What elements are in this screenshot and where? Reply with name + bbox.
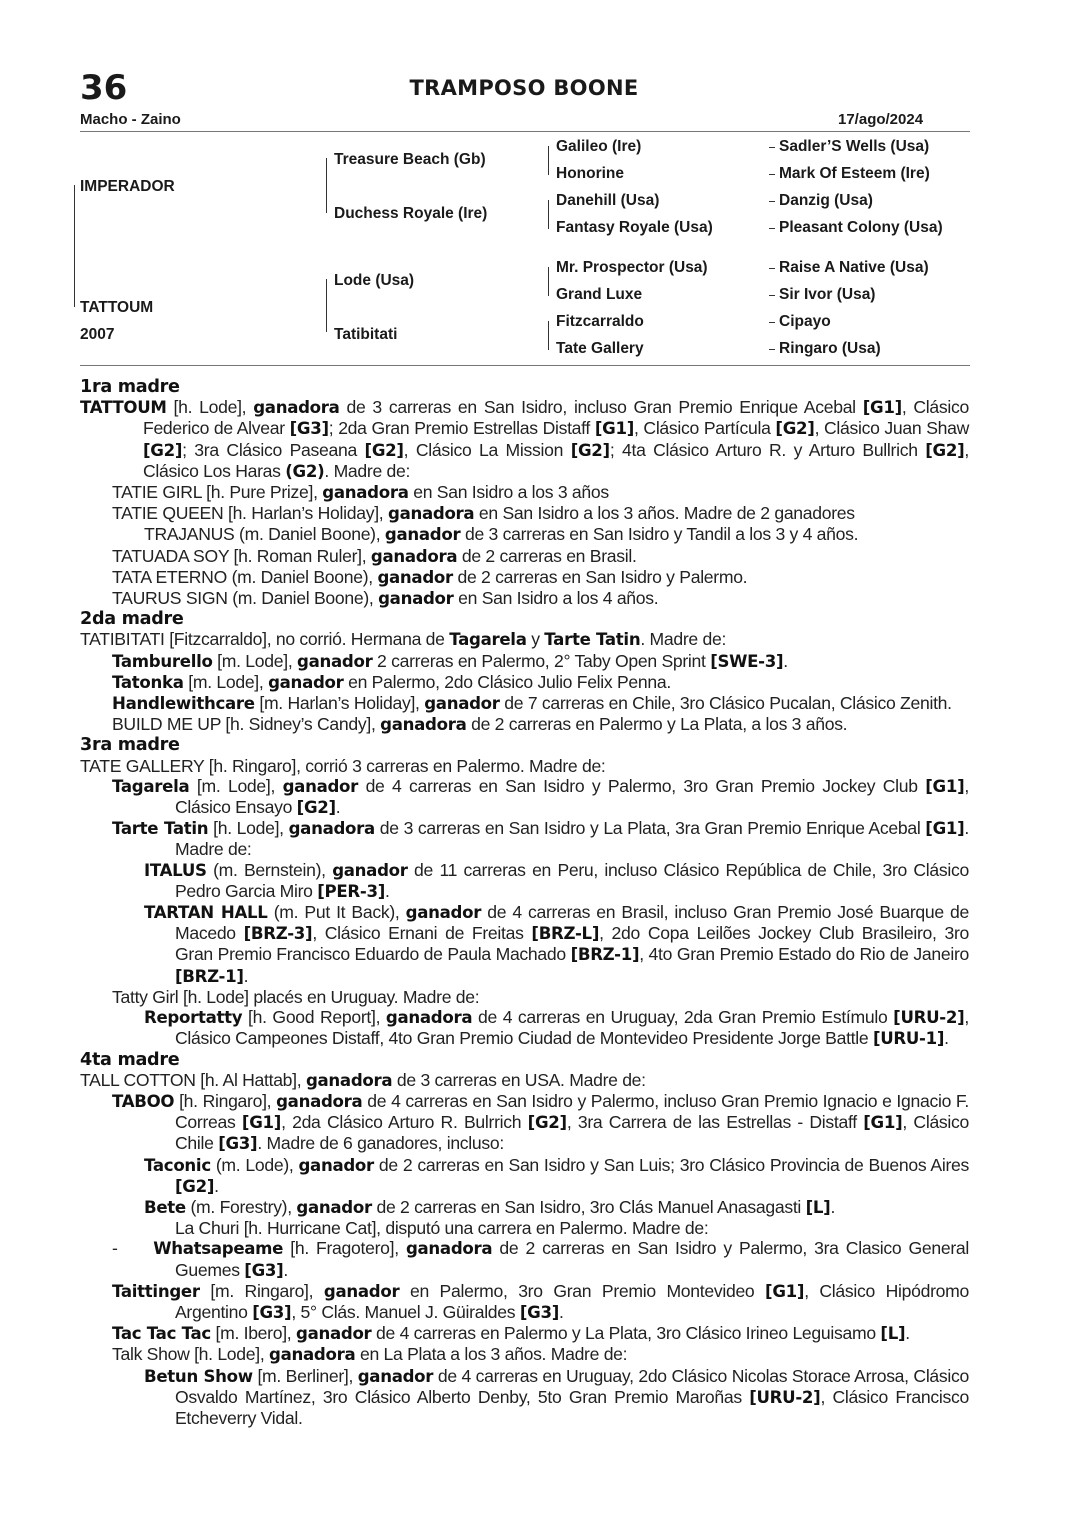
produce-entry xyxy=(80,1323,969,1344)
section-heading: 1ra madre xyxy=(80,377,180,397)
g3-fitzcarraldo: Fitzcarraldo xyxy=(556,313,644,330)
bold-text: [L] xyxy=(805,1197,831,1217)
bold-text: [G1] xyxy=(925,776,965,796)
entry-text: , 3ra Carrera de las Estrellas - Distaff xyxy=(566,1112,864,1133)
bold-text: [PER-3] xyxy=(317,881,386,901)
entry-text: [h. Lode], xyxy=(166,397,254,418)
entry-text: de 4 carreras en Uruguay, 2da Gran Premio Estímulo xyxy=(472,1007,894,1028)
entry-text: BUILD ME UP [h. Sidney’s Candy], xyxy=(112,714,381,735)
bold-text: [G3] xyxy=(289,419,329,439)
dam-year: 2007 xyxy=(80,326,115,343)
entry-text: TRAJANUS (m. Daniel Boone), xyxy=(144,524,385,545)
entry-text: TATIBITATI [Fitzcarraldo], no corrió. Hermana de xyxy=(80,629,450,650)
bold-text: Tarte Tatin xyxy=(112,819,209,839)
entry-text: de 4 carreras en Brasil, incluso Gran Premio José Buarque de Macedo xyxy=(175,902,969,944)
produce-entry xyxy=(80,693,969,714)
g2-treasure-beach: Treasure Beach (Gb) xyxy=(334,151,486,168)
entry-text: en Palermo, 2do Clásico Julio Felix Penna. xyxy=(343,671,671,692)
g3-bracket-3 xyxy=(548,267,549,296)
entry-text: [h. Ringaro], xyxy=(174,1090,277,1111)
entry-text: TALL COTTON [h. Al Hattab], xyxy=(80,1069,306,1090)
entry-text: TATIE GIRL [h. Pure Prize], xyxy=(112,482,323,503)
bold-text: ganador xyxy=(405,903,482,923)
produce-entry xyxy=(80,1091,969,1155)
bold-text: [G3] xyxy=(244,1260,284,1280)
bold-text: TABOO xyxy=(112,1091,175,1111)
bold-text: ganadora xyxy=(276,1091,363,1111)
g3-mr-prospector: Mr. Prospector (Usa) xyxy=(556,259,708,276)
bold-text: Tac Tac Tac xyxy=(112,1324,211,1344)
entry-text: 2 carreras en Palermo, 2° Taby Open Sprint xyxy=(372,650,711,671)
bottom-rule xyxy=(80,365,970,366)
g2-tatibitati: Tatibitati xyxy=(334,326,398,343)
entry-text: (m. Bernstein), xyxy=(206,859,333,880)
produce-entry xyxy=(80,987,969,1007)
produce-entry xyxy=(80,567,969,588)
entry-text: - xyxy=(112,1238,154,1259)
dam-entry xyxy=(80,756,969,776)
g4-dash xyxy=(769,349,775,350)
g4-cipayo: Cipayo xyxy=(779,313,831,330)
bold-text: Tagarela xyxy=(449,630,527,650)
g2-duchess-royale: Duchess Royale (Ire) xyxy=(334,205,488,222)
entry-text: de 2 carreras en San Isidro y Palermo, 3ra Clasico General Guemes xyxy=(175,1238,970,1280)
entry-text: . xyxy=(335,797,341,818)
g3-bracket-4 xyxy=(548,321,549,350)
entry-text: de 3 carreras en San Isidro y La Plata, 3ra Gran Premio Enrique Acebal xyxy=(374,818,926,839)
entry-text: [h. Lode], xyxy=(208,818,289,839)
bold-text: [BRZ-L] xyxy=(531,924,600,944)
bold-text: Reportatty xyxy=(144,1008,243,1028)
bold-text: [G2] xyxy=(143,440,183,460)
entry-text: . xyxy=(385,880,390,901)
produce-entry xyxy=(80,714,969,735)
entry-text: [m. Lode], xyxy=(183,671,269,692)
bold-text: Tatonka xyxy=(112,672,184,692)
bold-text: [G1] xyxy=(594,419,634,439)
produce-entry xyxy=(80,776,969,818)
bold-text: Tamburello xyxy=(112,651,213,671)
bold-text: Tagarela xyxy=(112,776,190,796)
sire: IMPERADOR xyxy=(80,178,175,195)
entry-text: , Clásico Los Haras xyxy=(143,439,969,481)
bold-text: [BRZ-1] xyxy=(175,966,244,986)
dam: TATTOUM xyxy=(80,299,154,316)
entry-text: , Clásico Federico de Alvear xyxy=(143,397,969,439)
g4-mark-of-esteem: Mark Of Esteem (Ire) xyxy=(779,165,930,182)
entry-text: La Churi [h. Hurricane Cat], disputó una carrera en Palermo. Madre de: xyxy=(175,1218,709,1239)
entry-text: de 3 carreras en San Isidro y Tandil a los 3 y 4 años. xyxy=(460,524,859,545)
entry-text: y xyxy=(526,629,545,650)
bold-text: ganadora xyxy=(380,715,467,735)
bold-text: [G2] xyxy=(296,798,336,818)
g3-grand-luxe: Grand Luxe xyxy=(556,286,643,303)
entry-text: , Clásico Hipódromo Argentino xyxy=(175,1280,969,1322)
entry-text: (m. Put It Back), xyxy=(267,902,406,923)
entry-text: ; 3ra Clásico Paseana xyxy=(182,439,365,460)
bold-text: [G1] xyxy=(925,819,965,839)
produce-entry xyxy=(80,546,969,567)
horse-name: TRAMPOSO BOONE xyxy=(409,76,639,100)
produce-entry xyxy=(80,818,969,859)
entry-text: , 2do Copa Leilões Jockey Club Brasileiro, 3ro Gran Premio Francisco Eduardo de Paula Machado xyxy=(175,923,969,965)
g2-bracket-4 xyxy=(326,305,327,332)
produce-entry xyxy=(80,902,969,987)
entry-text: , 2da Clásico Arturo R. Bulrrich xyxy=(281,1112,528,1133)
bold-text: ganador xyxy=(282,776,359,796)
bold-text: ganadora xyxy=(288,819,375,839)
entry-text: de 3 carreras en San Isidro, incluso Gran Premio Enrique Acebal xyxy=(339,397,863,418)
entry-text: . xyxy=(783,650,788,671)
section-heading: 4ta madre xyxy=(80,1049,180,1070)
entry-text: TATE GALLERY [h. Ringaro], corrió 3 carreras en Palermo. Madre de: xyxy=(80,755,606,776)
entry-text: Tatty Girl [h. Lode] placés en Uruguay. Madre de: xyxy=(112,986,480,1007)
bold-text: Taittinger xyxy=(112,1281,200,1301)
bold-text: [G3] xyxy=(218,1134,258,1154)
bold-text: ganador xyxy=(377,567,453,587)
g3-bracket-2 xyxy=(548,200,549,229)
bold-text: [G1] xyxy=(765,1281,805,1301)
entry-text: , Clásico Juan Shaw xyxy=(814,418,970,439)
entry-text: de 2 carreras en San Isidro y Palermo. xyxy=(452,566,748,587)
produce-entry xyxy=(80,860,969,902)
g2-lode: Lode (Usa) xyxy=(334,272,415,289)
g4-raise-a-native: Raise A Native (Usa) xyxy=(779,259,929,276)
bold-text: [G2] xyxy=(570,440,610,460)
entry-text: . xyxy=(905,1323,910,1344)
g4-dash xyxy=(769,201,775,202)
produce-entry xyxy=(80,1281,969,1323)
entry-text: [h. Fragotero], xyxy=(283,1238,406,1259)
entry-text: [m. Ringaro], xyxy=(199,1280,324,1301)
entry-text: en San Isidro a los 3 años. Madre de 2 ganadores xyxy=(474,503,855,524)
section-heading: 2da madre xyxy=(80,609,184,630)
produce-entry xyxy=(80,1155,969,1197)
bold-text: [G1] xyxy=(241,1113,282,1133)
bold-text: [BRZ-3] xyxy=(243,924,313,944)
produce-entry xyxy=(80,1197,969,1218)
entry-text: . xyxy=(559,1301,564,1322)
entry-text: , Clásico Ensayo xyxy=(175,775,969,818)
entry-text: de 3 carreras en USA. Madre de: xyxy=(392,1069,646,1090)
bold-text: [SWE-3] xyxy=(710,651,784,671)
entry-text: de 2 carreras en Palermo y La Plata, a los 3 años. xyxy=(466,714,848,735)
entry-text: [m. Lode], xyxy=(212,650,297,671)
g4-ringaro: Ringaro (Usa) xyxy=(779,340,881,357)
bold-text: Betun Show xyxy=(144,1366,253,1386)
dam-entry xyxy=(80,397,969,482)
bold-text: [URU-1] xyxy=(872,1029,945,1049)
bold-text: [G2] xyxy=(925,440,965,460)
bold-text: ganador xyxy=(378,589,454,609)
bold-text: ganador xyxy=(298,1155,374,1175)
section-heading: 3ra madre xyxy=(80,735,180,756)
entry-text: . Madre de: xyxy=(640,629,727,650)
produce-entry xyxy=(80,482,969,503)
entry-text: . xyxy=(944,1028,949,1049)
entry-text: de 2 carreras en San Isidro, 3ro Clás Manuel Anasagasti xyxy=(371,1196,806,1217)
g3-bracket-1 xyxy=(548,146,549,175)
bold-text: [G3] xyxy=(252,1302,292,1322)
entry-text: . Madre de: xyxy=(324,460,411,481)
g3-tate-gallery: Tate Gallery xyxy=(556,340,644,357)
g4-dash xyxy=(769,228,775,229)
bold-text: [URU-2] xyxy=(893,1008,965,1028)
entry-text: de 4 carreras en Palermo y La Plata, 3ro Clásico Irineo Leguisamo xyxy=(371,1323,881,1344)
entry-text: . xyxy=(830,1196,836,1217)
produce-entry xyxy=(80,1366,969,1429)
entry-text: en La Plata a los 3 años. Madre de: xyxy=(355,1344,628,1365)
entry-text: de 7 carreras en Chile, 3ro Clásico Pucalan, Clásico Zenith. xyxy=(499,693,952,714)
g4-dash xyxy=(769,322,775,323)
bold-text: [L] xyxy=(880,1324,906,1344)
g4-dash xyxy=(769,295,775,296)
bold-text: [G1] xyxy=(862,398,902,418)
produce-entry xyxy=(80,1218,969,1238)
entry-text: , Clásico Ernani de Freitas xyxy=(312,923,532,944)
entry-text: ; 2da Gran Premio Estrellas Distaff xyxy=(328,418,595,439)
entry-text: de 2 carreras en San Isidro y San Luis; 3ro Clásico Provincia de Buenos Aires xyxy=(373,1154,969,1175)
bold-text: ganadora xyxy=(322,483,409,503)
g4-sadlers-wells: Sadler’S Wells (Usa) xyxy=(779,138,930,155)
bold-text: ganador xyxy=(268,672,344,692)
bold-text: [BRZ-1] xyxy=(570,945,640,965)
entry-text: . Madre de 6 ganadores, incluso: xyxy=(257,1133,504,1154)
bold-text: ganador xyxy=(295,1324,372,1344)
entry-text: . xyxy=(214,1175,219,1196)
bold-text: ganador xyxy=(424,694,500,714)
entry-text: de 4 carreras en San Isidro y Palermo, incluso Gran Premio Ignacio e Ignacio F. Correas xyxy=(175,1090,969,1133)
g3-galileo: Galileo (Ire) xyxy=(556,138,642,155)
entry-text: , Clásico Partícula xyxy=(634,418,776,439)
g3-honorine: Honorine xyxy=(556,165,625,182)
produce-entry xyxy=(80,1007,969,1049)
bold-text: ganadora xyxy=(387,504,475,524)
bold-text: ganadora xyxy=(370,546,458,566)
entry-text: , 5° Clás. Manuel J. Güiraldes xyxy=(291,1301,520,1322)
entry-text: , Clásico Campeones Distaff, 4to Gran Premio Ciudad de Montevideo Presidente Jorge Battle xyxy=(175,1007,969,1049)
g4-sir-ivor: Sir Ivor (Usa) xyxy=(779,286,876,303)
bold-text: ganador xyxy=(297,651,373,671)
dam-bracket xyxy=(74,256,75,307)
sale-date: 17/ago/2024 xyxy=(838,111,924,128)
bold-text: Bete xyxy=(144,1197,186,1217)
entry-text: [m. Lode], xyxy=(189,775,283,796)
bold-text: ganador xyxy=(357,1366,434,1386)
entry-text: , Clásico Francisco Etcheverry Vidal. xyxy=(175,1386,969,1428)
bold-text: [G2] xyxy=(775,419,815,439)
bold-text: [G2] xyxy=(527,1113,567,1133)
g4-dash xyxy=(769,147,775,148)
bold-text: [G2] xyxy=(364,440,404,460)
g4-pleasant-colony: Pleasant Colony (Usa) xyxy=(779,219,943,236)
produce-entry xyxy=(80,1344,969,1365)
g2-bracket-2 xyxy=(326,186,327,213)
g4-dash xyxy=(769,174,775,175)
entry-text: TATIE QUEEN [h. Harlan’s Holiday], xyxy=(112,503,388,524)
produce-entry xyxy=(80,503,969,524)
bold-text: TATTOUM xyxy=(80,398,167,418)
entry-text: . xyxy=(243,965,249,986)
bold-text: ganadora xyxy=(405,1239,493,1259)
produce-entry xyxy=(80,651,969,672)
bold-text: [G1] xyxy=(863,1113,903,1133)
entry-text: de 4 carreras en Uruguay, 2do Clásico Nicolas Storace Arrosa, Clásico Osvaldo Martínez, 3ro Clásico Alberto Denby, 5to Gran Premio Maroñas xyxy=(175,1365,970,1407)
entry-text: (m. Lode), xyxy=(210,1154,299,1175)
dam-entry xyxy=(80,629,969,650)
dam-entry xyxy=(80,1070,969,1091)
entry-text: [m. Berliner], xyxy=(252,1365,358,1386)
g3-danehill: Danehill (Usa) xyxy=(556,192,660,209)
g3-fantasy-royale: Fantasy Royale (Usa) xyxy=(556,219,713,236)
entry-text: , Clásico Chile xyxy=(175,1112,970,1154)
top-rule xyxy=(80,131,970,132)
page-number: 36 xyxy=(80,68,128,108)
entry-text: de 11 carreras en Peru, incluso Clásico República de Chile, 3ro Clásico Pedro Garcia Miro xyxy=(175,859,969,901)
bold-text: [G2] xyxy=(175,1176,215,1196)
bold-text: (G2) xyxy=(285,461,325,481)
bold-text: ganadora xyxy=(305,1070,393,1090)
produce-entry xyxy=(80,588,969,609)
entry-text: Talk Show [h. Lode], xyxy=(112,1344,270,1365)
produce-record xyxy=(80,377,969,1428)
entry-text: , 4to Gran Premio Estado do Rio de Janeiro xyxy=(639,944,969,965)
produce-entry xyxy=(80,1238,969,1280)
bold-text: ITALUS xyxy=(144,860,207,880)
entry-text: [m. Harlan’s Holiday], xyxy=(254,693,425,714)
entry-text: . xyxy=(283,1259,289,1280)
entry-text: , Clásico La Mission xyxy=(403,439,571,460)
bold-text: ganadora xyxy=(253,398,340,418)
produce-entry xyxy=(80,524,969,545)
entry-text: TATA ETERNO (m. Daniel Boone), xyxy=(112,566,378,587)
bold-text: [URU-2] xyxy=(749,1387,821,1407)
bold-text: ganadora xyxy=(269,1345,356,1365)
entry-text: de 2 carreras en Brasil. xyxy=(457,545,637,566)
entry-text: en Palermo, 3ro Gran Premio Montevideo xyxy=(399,1280,766,1301)
bold-text: ganador xyxy=(332,860,408,880)
bold-text: Tarte Tatin xyxy=(544,630,641,650)
produce-entry xyxy=(80,672,969,693)
entry-text: TAURUS SIGN (m. Daniel Boone), xyxy=(112,588,379,609)
entry-text: de 4 carreras en San Isidro y Palermo, 3ro Gran Premio Jockey Club xyxy=(358,775,926,796)
entry-text: en San Isidro a los 4 años. xyxy=(453,588,659,609)
g4-danzig: Danzig (Usa) xyxy=(779,192,873,209)
entry-text: TATUADA SOY [h. Roman Ruler], xyxy=(112,545,371,566)
entry-text: . Madre de: xyxy=(175,818,970,860)
bold-text: ganador xyxy=(323,1281,400,1301)
g4-dash xyxy=(769,268,775,269)
entry-text: [h. Good Report], xyxy=(242,1007,386,1028)
bold-text: Handlewithcare xyxy=(112,694,255,714)
entry-text: ; 4ta Clásico Arturo R. y Arturo Bullrich xyxy=(609,439,926,460)
sex-color: Macho - Zaino xyxy=(80,111,181,128)
bold-text: TARTAN HALL xyxy=(144,903,268,923)
entry-text: (m. Forestry), xyxy=(185,1196,297,1217)
bold-text: Taconic xyxy=(144,1155,211,1175)
bold-text: [G3] xyxy=(519,1302,559,1322)
bold-text: ganadora xyxy=(385,1008,473,1028)
bold-text: ganador xyxy=(384,525,461,545)
entry-text: en San Isidro a los 3 años xyxy=(408,482,609,503)
bold-text: Whatsapeame xyxy=(153,1239,284,1259)
entry-text: [m. Ibero], xyxy=(210,1323,296,1344)
bold-text: ganador xyxy=(296,1197,372,1217)
